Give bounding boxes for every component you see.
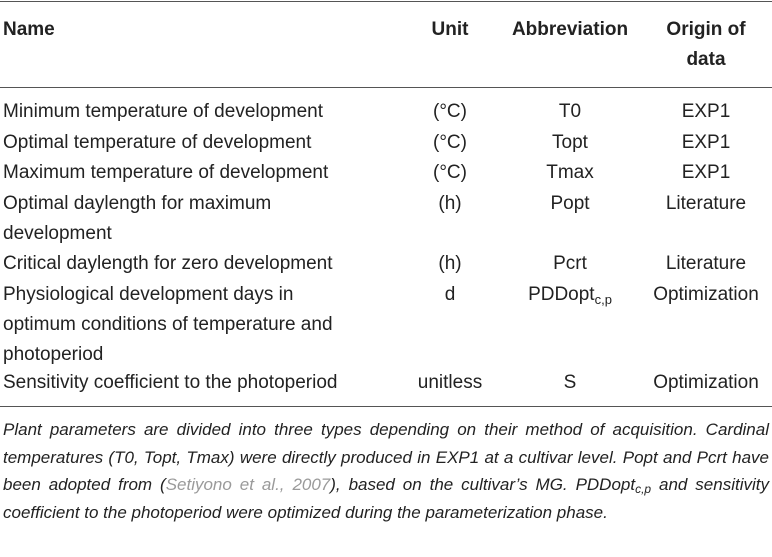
- row-origin: Optimization: [653, 284, 759, 305]
- header-abbreviation: Abbreviation: [511, 19, 629, 40]
- citation-link[interactable]: Setiyono et al., 2007: [165, 475, 331, 494]
- row-name: Maximum temperature of development: [3, 162, 329, 183]
- row-abbreviation: Topt: [552, 132, 588, 153]
- row-abbreviation: T0: [558, 101, 582, 122]
- row-origin: EXP1: [681, 132, 731, 153]
- footnote-line5: parameterization phase.: [425, 502, 608, 522]
- table-header-row: [0, 16, 772, 76]
- row-name: Critical daylength for zero development: [3, 253, 333, 274]
- footnote-line2: Cardinal temperatures (T0, Topt, Tmax) were directly produced in EXP1 at a cultivar level.: [3, 420, 769, 467]
- table-bottom-rule: [0, 406, 772, 407]
- row-origin: Optimization: [653, 372, 759, 393]
- row-unit: (h): [438, 193, 462, 214]
- footnote-line1: Plant parameters are divided into three types depending on their method of acquisition.: [3, 420, 698, 439]
- row-unit: unitless: [417, 372, 483, 393]
- row-unit: d: [444, 284, 456, 305]
- footnote-line3-post: ), based on the cultivar’s MG.: [330, 475, 568, 494]
- row-unit: (°C): [433, 132, 467, 153]
- abbreviation-text: PDDopt: [528, 284, 595, 305]
- row-unit: (°C): [433, 162, 467, 183]
- row-unit: (°C): [433, 101, 467, 122]
- footnote-abbreviation: PDDopt: [575, 475, 636, 494]
- row-unit: (h): [438, 253, 462, 274]
- header-name: Name: [3, 19, 55, 40]
- row-origin: EXP1: [681, 162, 731, 183]
- footnote-abbreviation-subscript: c,p: [635, 482, 652, 496]
- row-abbreviation: Pcrt: [553, 253, 587, 274]
- abbreviation-subscript: c,p: [594, 292, 612, 307]
- row-name: Optimal temperature of development: [3, 132, 312, 153]
- row-name: Minimum temperature of development: [3, 101, 323, 122]
- table-top-rule: [0, 1, 772, 2]
- table-footnote: [3, 416, 769, 526]
- row-abbreviation: Tmax: [546, 162, 594, 183]
- row-abbreviation: [500, 280, 640, 310]
- row-origin: EXP1: [681, 101, 731, 122]
- row-name-line2: development: [3, 223, 112, 244]
- footnote-line3-pre: Popt and Pcrt have been adopted from (: [3, 447, 769, 494]
- row-origin: Literature: [665, 253, 747, 274]
- row-name-line2: optimum conditions of temperature and: [3, 314, 333, 335]
- row-name: Sensitivity coefficient to the photoperiod: [3, 372, 338, 393]
- row-name-line1: Physiological development days in: [3, 284, 294, 305]
- header-origin-line1: Origin of: [666, 19, 746, 40]
- row-name-line1: Optimal daylength for maximum: [3, 193, 272, 214]
- table-header-rule: [0, 87, 772, 88]
- header-origin-line2: data: [686, 49, 726, 70]
- row-name-line3: photoperiod: [3, 344, 104, 365]
- row-abbreviation: S: [563, 372, 577, 393]
- row-origin: Literature: [665, 193, 747, 214]
- footnote-line4-post: and sensitivity coefficient to the photoperiod were optimized during the: [3, 475, 769, 522]
- row-abbreviation: Popt: [550, 193, 590, 214]
- header-unit: Unit: [431, 19, 469, 40]
